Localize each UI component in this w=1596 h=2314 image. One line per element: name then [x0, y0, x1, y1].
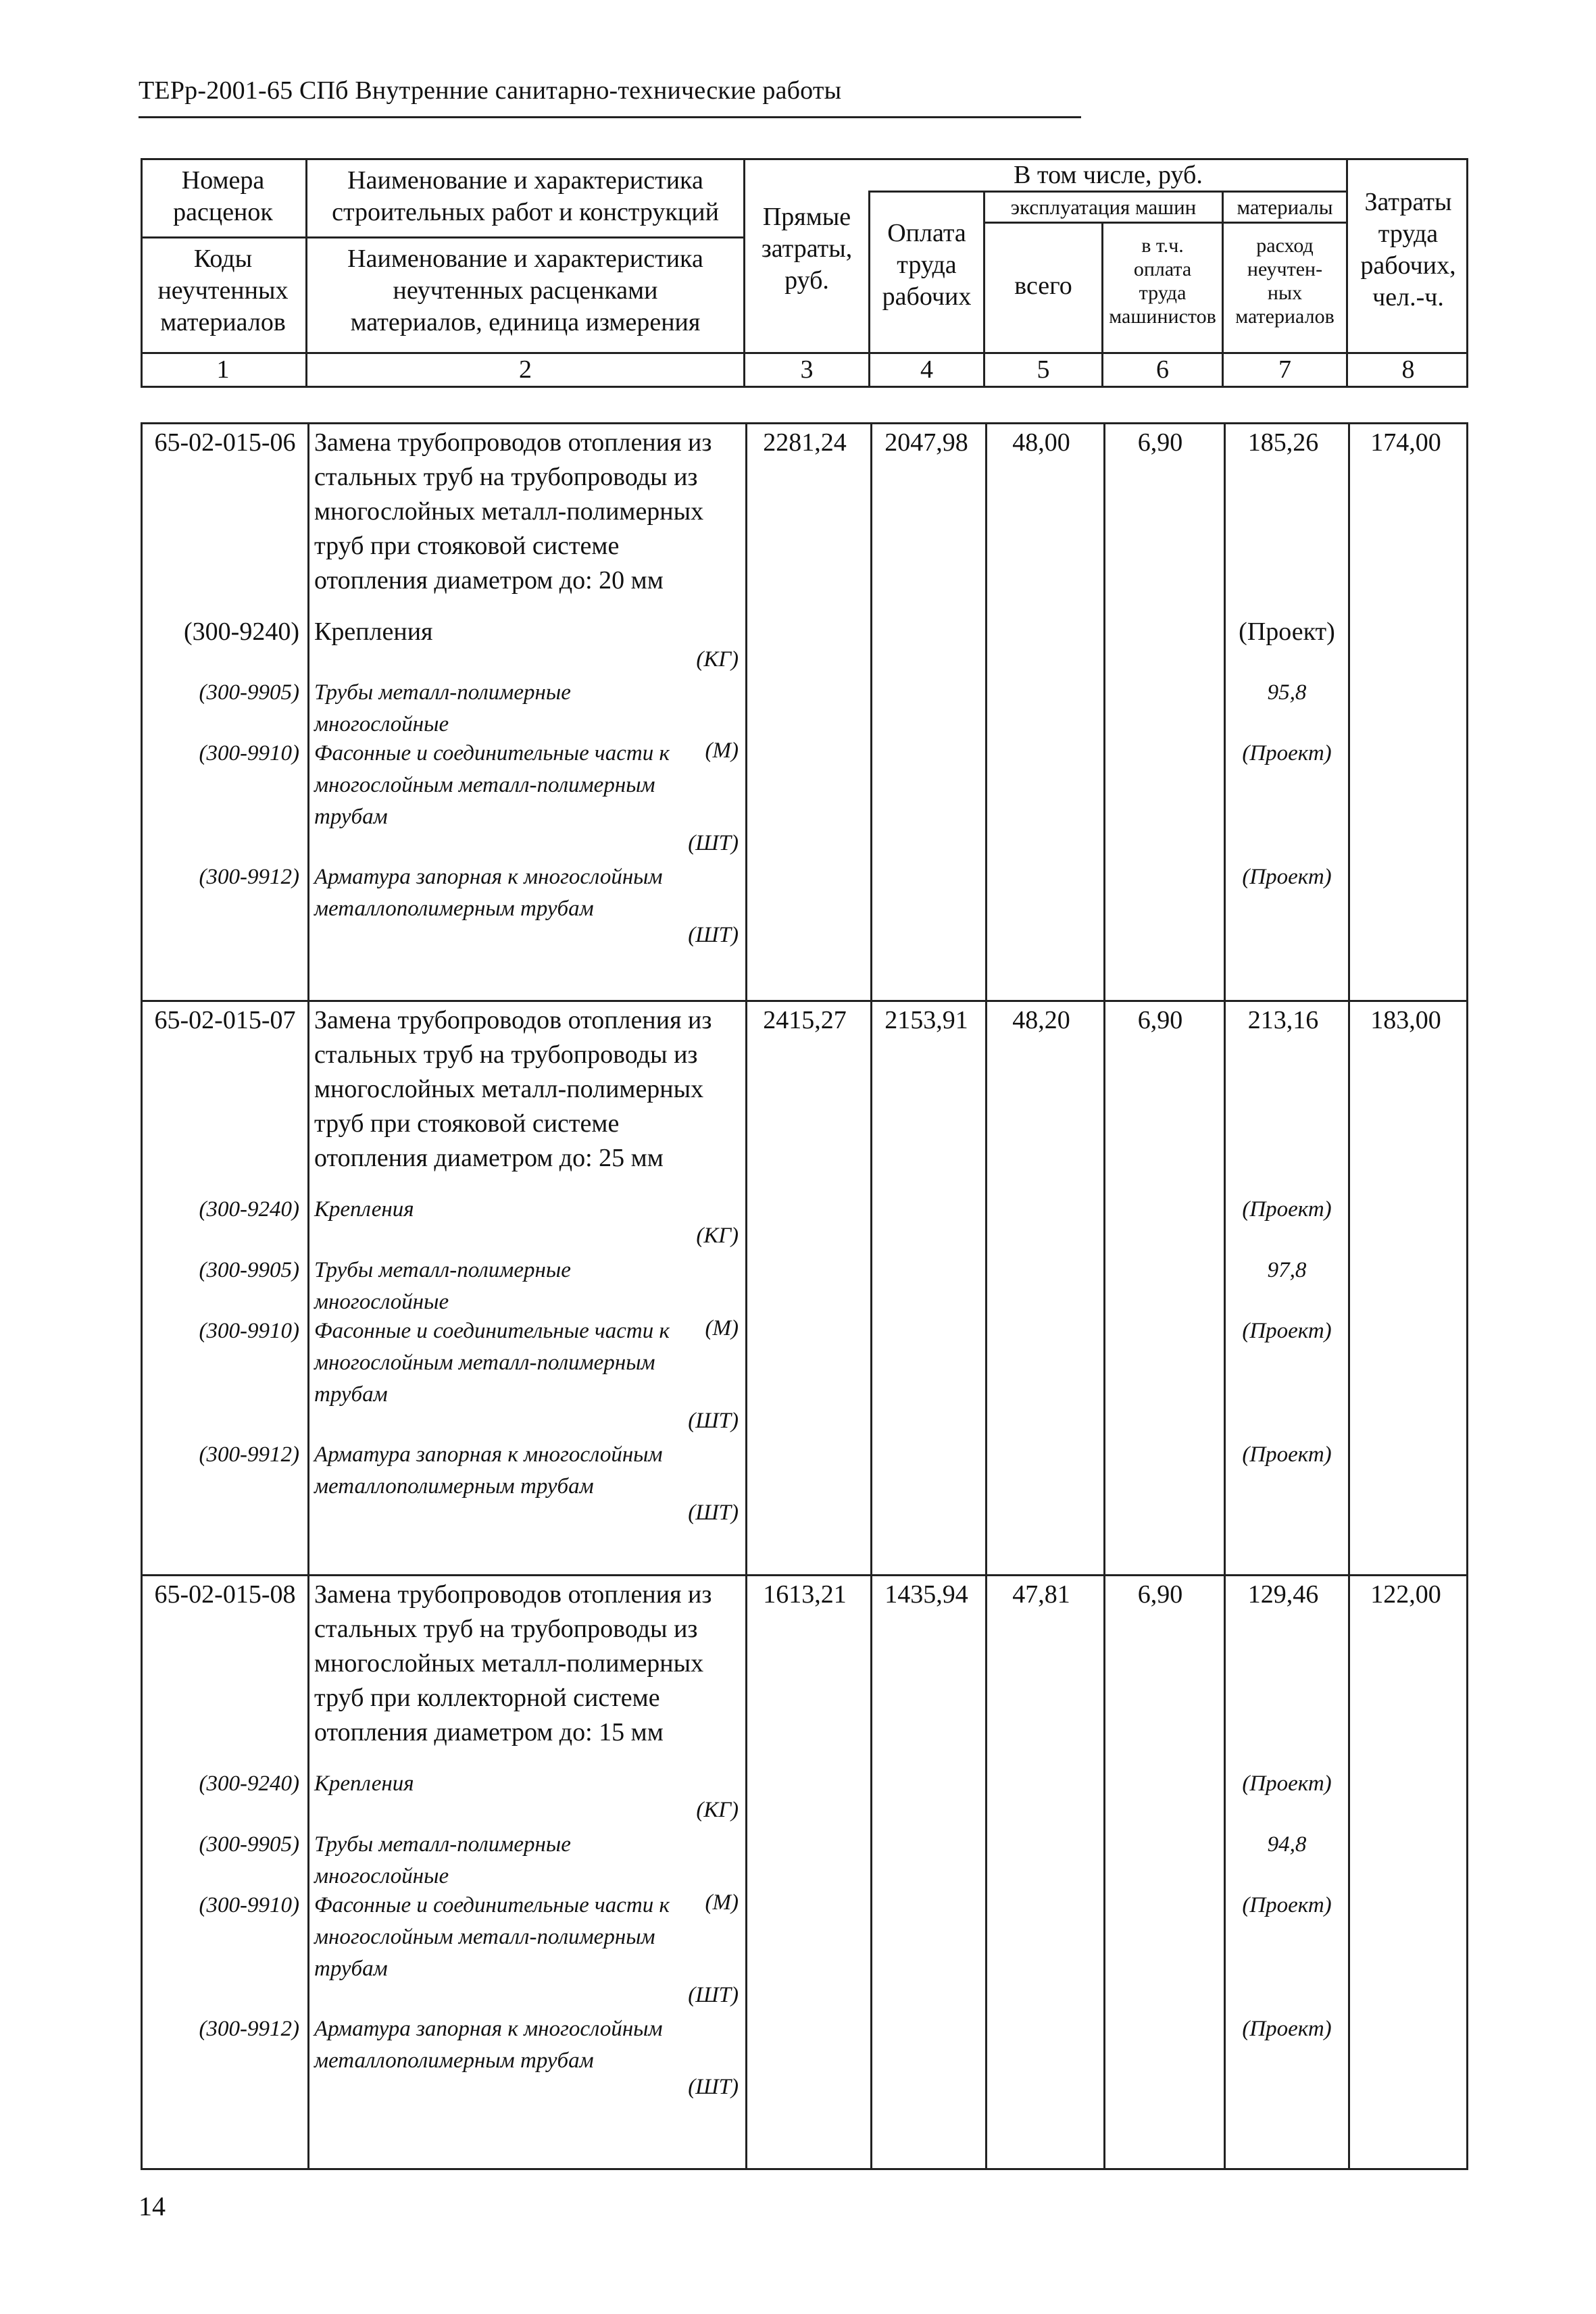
rate-name-line: Замена трубопроводов отопления из — [314, 1006, 712, 1034]
material-name-line: металлополимерным трубам — [314, 2048, 594, 2073]
material-code: (300-9912) — [199, 865, 299, 889]
rate-name-line: стальных труб на трубопроводы из — [314, 1040, 698, 1069]
column-divider — [870, 424, 872, 2168]
material-code: (300-9905) — [199, 680, 299, 705]
material-name — [314, 1255, 571, 1318]
value-hours: 174,00 — [1370, 428, 1441, 457]
material-code: (300-9910) — [199, 741, 299, 765]
value-direct: 2415,27 — [763, 1006, 847, 1034]
column-divider — [985, 424, 987, 2168]
column-divider — [1348, 424, 1350, 2168]
header-rule — [139, 116, 1081, 118]
material-code: (300-9240) — [199, 1197, 299, 1222]
value-mach-labor: 6,90 — [1137, 1006, 1183, 1034]
material-unit: (ШТ) — [688, 2075, 739, 2099]
materials-heading: материалы — [1237, 195, 1333, 219]
material-value: 95,8 — [1267, 680, 1307, 705]
value-materials: 129,46 — [1247, 1580, 1319, 1609]
group-heading: В том числе, руб. — [1014, 161, 1203, 189]
material-name-line: многослойным металл-полимерным — [314, 1925, 655, 1949]
material-value: (Проект) — [1242, 1319, 1332, 1343]
col2-subheading: Наименование и характеристика неучтенных расценками материалов, единица измерения — [347, 245, 703, 336]
material-value: (Проект) — [1242, 1197, 1332, 1222]
rate-name — [314, 426, 712, 598]
material-value: (Проект) — [1239, 618, 1335, 646]
material-name-line: Крепления — [314, 1771, 414, 1796]
material-name-line: Арматура запорная к многослойным — [314, 2017, 663, 2041]
material-name-line: Арматура запорная к многослойным — [314, 1442, 663, 1467]
material-name-line: Фасонные и соединительные части к — [314, 1319, 670, 1343]
material-unit: (М) — [705, 1316, 739, 1340]
col7-heading: расход неучтен- ных материалов — [1235, 234, 1335, 328]
col-number: 6 — [1156, 355, 1169, 384]
col3-heading: Прямые затраты, руб. — [761, 203, 853, 295]
material-value: (Проект) — [1242, 2017, 1332, 2041]
material-unit: (КГ) — [696, 1798, 739, 1822]
material-unit: (КГ) — [696, 647, 739, 672]
document-title: ТЕРр-2001-65 СПб Внутренние санитарно-технические работы — [139, 76, 842, 105]
rate-name-line: отопления диаметром до: 20 мм — [314, 566, 664, 595]
value-labor: 2153,91 — [884, 1006, 968, 1034]
material-name — [314, 2013, 663, 2077]
material-name-line: трубам — [314, 1957, 388, 1981]
value-mach-total: 47,81 — [1012, 1580, 1070, 1609]
value-materials: 185,26 — [1247, 428, 1319, 457]
material-name-line: Арматура запорная к многослойным — [314, 865, 663, 889]
value-mach-total: 48,00 — [1012, 428, 1070, 457]
col1-heading: Номера расценок — [173, 166, 273, 226]
value-mach-labor: 6,90 — [1137, 1580, 1183, 1609]
material-name-line: Крепления — [314, 1197, 414, 1222]
material-code: (300-9910) — [199, 1893, 299, 1917]
col-number: 5 — [1037, 355, 1050, 384]
material-name — [314, 1315, 670, 1411]
material-code: (300-9910) — [199, 1319, 299, 1343]
material-code: (300-9905) — [199, 1832, 299, 1857]
value-direct: 2281,24 — [763, 428, 847, 457]
column-divider — [307, 424, 309, 2168]
material-code: (300-9912) — [199, 2017, 299, 2041]
material-code: (300-9240) — [184, 618, 299, 646]
material-value: (Проект) — [1242, 1893, 1332, 1917]
rate-name-line: отопления диаметром до: 15 мм — [314, 1718, 664, 1746]
value-direct: 1613,21 — [763, 1580, 847, 1609]
col-number: 2 — [519, 355, 532, 384]
material-value: (Проект) — [1242, 1771, 1332, 1796]
col2-heading: Наименование и характеристика строительных работ и конструкций — [332, 166, 719, 226]
material-name-line: многослойным металл-полимерным — [314, 1351, 655, 1375]
value-materials: 213,16 — [1247, 1006, 1319, 1034]
material-code: (300-9240) — [199, 1771, 299, 1796]
material-value: 94,8 — [1267, 1832, 1307, 1857]
material-name-line: многослойные — [314, 712, 449, 736]
material-name-line: трубам — [314, 805, 388, 829]
rate-name-line: стальных труб на трубопроводы из — [314, 463, 698, 491]
material-value: 97,8 — [1267, 1258, 1307, 1282]
rate-name-line: многослойных металл-полимерных — [314, 1075, 704, 1103]
rate-name-line: Замена трубопроводов отопления из — [314, 1580, 712, 1609]
rate-name-line: отопления диаметром до: 25 мм — [314, 1144, 664, 1172]
rate-name-line: труб при стояковой системе — [314, 532, 620, 560]
material-name-line: Фасонные и соединительные части к — [314, 1893, 670, 1917]
material-name-line: трубам — [314, 1382, 388, 1407]
rate-name-line: труб при коллекторной системе — [314, 1684, 660, 1712]
value-mach-labor: 6,90 — [1137, 428, 1183, 457]
material-value: (Проект) — [1242, 1442, 1332, 1467]
rate-code: 65-02-015-06 — [154, 428, 296, 457]
rate-name — [314, 1003, 712, 1176]
rate-name-line: многослойных металл-полимерных — [314, 497, 704, 526]
rates-table — [141, 422, 1468, 2170]
material-name-line: Крепления — [314, 618, 433, 646]
material-value: (Проект) — [1242, 865, 1332, 889]
material-code: (300-9905) — [199, 1258, 299, 1282]
material-unit: (ШТ) — [688, 923, 739, 947]
material-unit: (КГ) — [696, 1224, 739, 1248]
material-name — [314, 1829, 571, 1892]
col-number: 3 — [800, 355, 814, 384]
rate-name-line: стальных труб на трубопроводы из — [314, 1615, 698, 1643]
material-name — [314, 1890, 670, 1985]
rate-name-line: многослойных металл-полимерных — [314, 1649, 704, 1678]
col-number: 1 — [216, 355, 230, 384]
material-name-line: металлополимерным трубам — [314, 1474, 594, 1499]
col8-heading: Затраты труда рабочих, чел.-ч. — [1360, 188, 1456, 311]
col-number: 4 — [920, 355, 933, 384]
column-divider — [745, 424, 747, 2168]
table-header — [141, 158, 1468, 388]
material-unit: (М) — [705, 1890, 739, 1915]
material-name-line: многослойные — [314, 1290, 449, 1314]
material-name-line: многослойным металл-полимерным — [314, 773, 655, 797]
header-divider — [141, 236, 743, 238]
material-unit: (ШТ) — [688, 1501, 739, 1525]
material-name-line: металлополимерным трубам — [314, 897, 594, 921]
machines-heading: эксплуатация машин — [1010, 195, 1197, 219]
material-name-line: Трубы металл-полимерные — [314, 680, 571, 705]
col-number: 8 — [1401, 355, 1415, 384]
rate-name-line: труб при стояковой системе — [314, 1109, 620, 1138]
page-number: 14 — [139, 2191, 166, 2221]
value-hours: 122,00 — [1370, 1580, 1441, 1609]
material-unit: (ШТ) — [688, 831, 739, 855]
rate-code: 65-02-015-08 — [154, 1580, 296, 1609]
col6-heading: в т.ч. оплата труда машинистов — [1109, 234, 1216, 328]
row-divider — [143, 1000, 1466, 1002]
material-name — [314, 677, 571, 740]
col1-subheading: Коды неучтенных материалов — [157, 245, 289, 336]
material-name — [314, 1439, 663, 1503]
rate-name-line: Замена трубопроводов отопления из — [314, 428, 712, 457]
value-labor: 1435,94 — [884, 1580, 968, 1609]
value-hours: 183,00 — [1370, 1006, 1441, 1034]
col5-heading: всего — [1014, 272, 1072, 300]
column-divider — [1103, 424, 1105, 2168]
material-value: (Проект) — [1242, 741, 1332, 765]
rate-code: 65-02-015-07 — [154, 1006, 296, 1034]
material-name-line: Трубы металл-полимерные — [314, 1258, 571, 1282]
material-unit: (М) — [705, 738, 739, 763]
material-unit: (ШТ) — [688, 1409, 739, 1433]
row-divider — [143, 1574, 1466, 1576]
value-mach-total: 48,20 — [1012, 1006, 1070, 1034]
col4-heading: Оплата труда рабочих — [882, 219, 972, 311]
material-name-line: Фасонные и соединительные части к — [314, 741, 670, 765]
material-unit: (ШТ) — [688, 1983, 739, 2007]
col-number: 7 — [1278, 355, 1291, 384]
material-name — [314, 861, 663, 925]
header-divider — [983, 222, 1346, 224]
material-name — [314, 738, 670, 833]
material-name-line: многослойные — [314, 1864, 449, 1888]
material-name-line: Трубы металл-полимерные — [314, 1832, 571, 1857]
value-labor: 2047,98 — [884, 428, 968, 457]
rate-name — [314, 1578, 712, 1750]
material-code: (300-9912) — [199, 1442, 299, 1467]
